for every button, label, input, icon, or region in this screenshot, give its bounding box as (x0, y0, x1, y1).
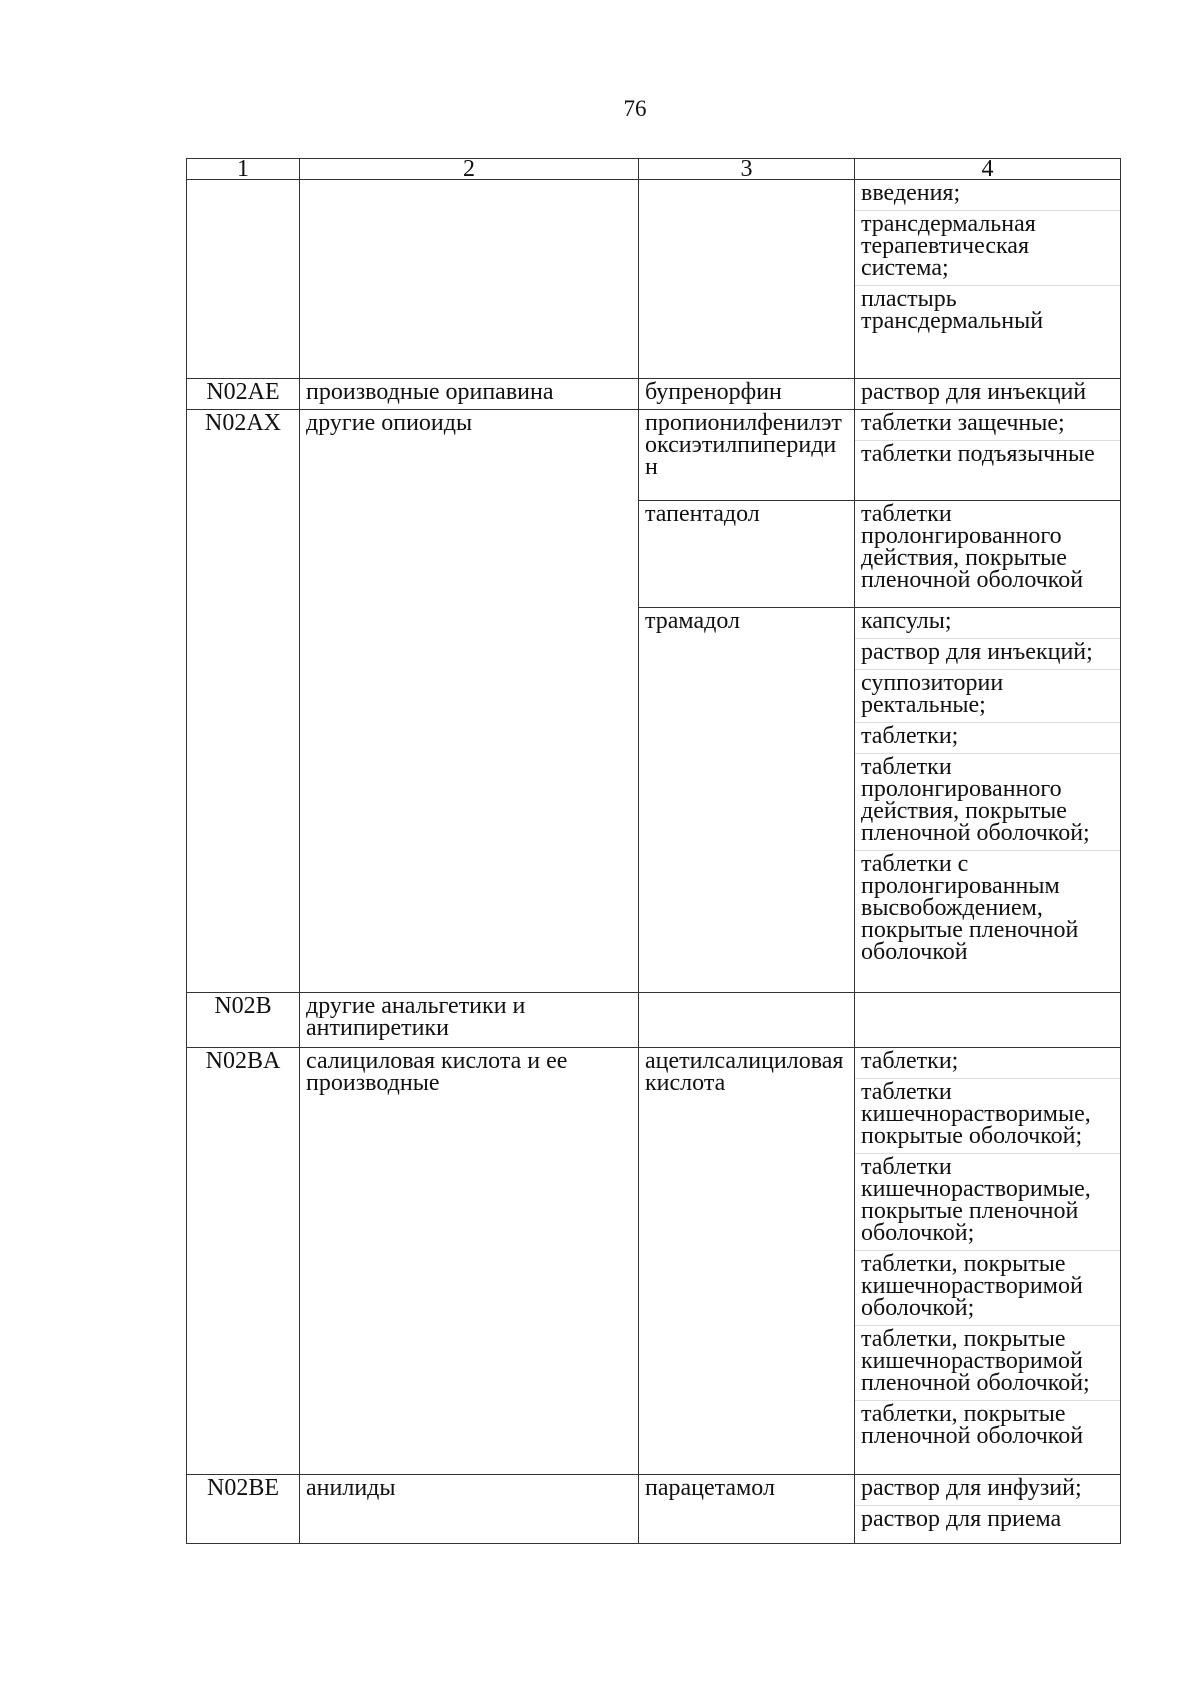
form-item: таблетки защечные; (855, 410, 1120, 441)
form-item: таблетки кишечнорастворимые, покрытые оболочкой; (855, 1079, 1120, 1154)
form-item: пластырь трансдермальный (861, 286, 1044, 334)
form-item: таблетки кишечнорастворимые, покрытые пленочной оболочкой; (855, 1154, 1120, 1251)
group-cell: другие анальгетики и антипиретики (300, 993, 639, 1048)
column-header-2: 2 (300, 159, 639, 180)
atc-code-cell: N02AE (187, 379, 300, 410)
group-cell: производные орипавина (300, 379, 639, 410)
drug-cell: тапентадол (639, 501, 855, 608)
form-item: таблетки подъязычные (861, 441, 1095, 467)
form-item: раствор для приема (861, 1506, 1062, 1532)
form-item: капсулы; (855, 608, 1120, 639)
group-cell: анилиды (300, 1475, 639, 1544)
forms-cell (855, 1475, 1121, 1544)
table-row (187, 410, 1121, 501)
group-cell (300, 180, 639, 379)
group-cell: другие опиоиды (300, 410, 639, 993)
column-header-3: 3 (639, 159, 855, 180)
table-row (187, 1048, 1121, 1475)
group-cell: салициловая кислота и ее производные (300, 1048, 639, 1475)
page-number: 76 (623, 96, 647, 121)
forms-cell (855, 501, 1121, 608)
form-item: раствор для инъекций; (855, 639, 1120, 670)
table-row (187, 1475, 1121, 1544)
form-item: таблетки пролонгированного действия, покрытые пленочной оболочкой (861, 501, 1084, 593)
form-item: раствор для инъекций (861, 379, 1087, 405)
atc-code-cell (187, 180, 300, 379)
atc-code-cell: N02B (187, 993, 300, 1048)
atc-code-cell: N02AX (187, 410, 300, 993)
atc-code-cell: N02BE (187, 1475, 300, 1544)
form-item: таблетки; (855, 723, 1120, 754)
form-item: раствор для инфузий; (855, 1475, 1120, 1506)
drug-cell: парацетамол (639, 1475, 855, 1544)
column-header-1: 1 (187, 159, 300, 180)
form-item: введения; (855, 180, 1120, 211)
table-row (187, 993, 1121, 1048)
drug-cell: пропионилфенилэтоксиэтилпиперидин (639, 410, 855, 501)
column-header-4: 4 (855, 159, 1121, 180)
form-item: трансдермальная терапевтическая система; (855, 211, 1120, 286)
form-item: таблетки, покрытые кишечнорастворимой оболочкой; (855, 1251, 1120, 1326)
forms-cell (855, 608, 1121, 993)
forms-cell (855, 180, 1121, 379)
drug-cell: ацетилсалициловая кислота (639, 1048, 855, 1475)
medication-table (186, 158, 1121, 1544)
form-item: таблетки, покрытые пленочной оболочкой (861, 1401, 1084, 1449)
form-item: таблетки пролонгированного действия, покрытые пленочной оболочкой; (855, 754, 1120, 851)
drug-cell (639, 993, 855, 1048)
form-item: таблетки; (855, 1048, 1120, 1079)
table-row (187, 379, 1121, 410)
drug-cell: трамадол (639, 608, 855, 993)
form-item: таблетки с пролонгированным высвобождением, покрытые пленочной оболочкой (861, 851, 1079, 965)
form-item: суппозитории ректальные; (855, 670, 1120, 723)
forms-cell (855, 410, 1121, 501)
drug-cell: бупренорфин (639, 379, 855, 410)
header-row (187, 159, 1121, 180)
forms-cell (855, 993, 1121, 1048)
atc-code-cell: N02BA (187, 1048, 300, 1475)
form-item: таблетки, покрытые кишечнорастворимой пленочной оболочкой; (855, 1326, 1120, 1401)
drug-cell (639, 180, 855, 379)
forms-cell (855, 379, 1121, 410)
forms-cell (855, 1048, 1121, 1475)
table-row (187, 180, 1121, 379)
